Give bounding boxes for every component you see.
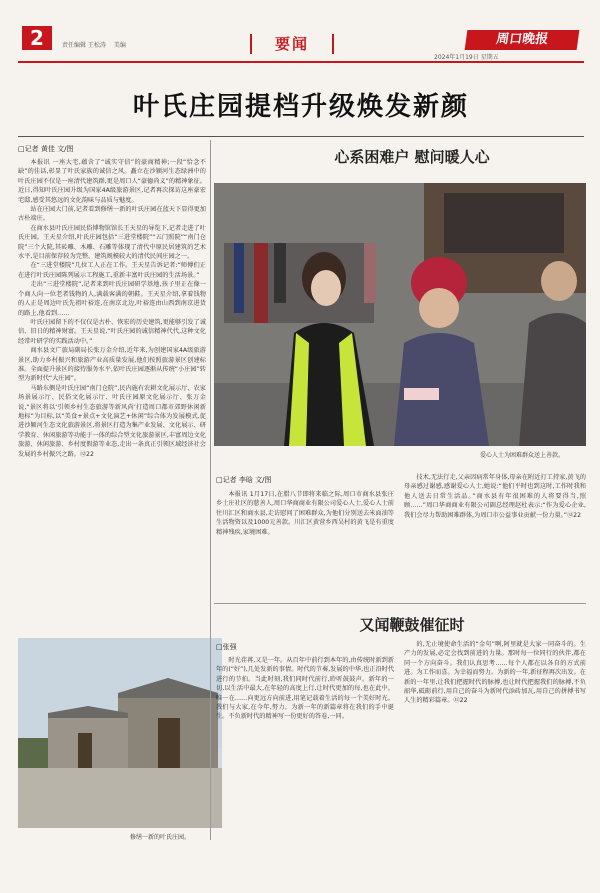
third-article-col1 — [216, 656, 394, 878]
second-byline: □记者 李晗 文/图 — [216, 476, 272, 484]
page-number: 2 — [22, 26, 52, 50]
editor-line — [62, 40, 132, 49]
second-article-col1 — [216, 490, 394, 600]
manor-photo — [18, 638, 222, 828]
charity-photo — [214, 183, 586, 446]
issue-date: 2024年1月19日 星期五 — [434, 54, 499, 61]
second-headline: 心系困难户 慰问暖人心 — [334, 148, 490, 166]
paragraph: 商水县文广旅局副局长张万金介绍,近年来,为创建国家4A级旅游景区,助力乡村振兴和旅游产业高质量发展,他们按照旅游景区创建标准。全面提升景区的接待服务水平,依叶氏庄园逐渐从传统“小庄园”转型为新时代“大庄园”。 — [18, 347, 206, 383]
paragraph: 叶氏庄园留下的不仅仅是古朴、恢宏的历史建筑,更能够引发了诚信、旧日的精神财富。王天星说,“叶氏庄园的诚信精神代代,这种文化经常叶研学的实践活动中。” — [18, 318, 206, 345]
paragraph: 本报讯 一座大宅,蕴含了“诚实守信”的豪商精神;一段“恰念不缺”的佳话,彰显了叶氏家族的诚信之风。矗立在沙颍河生态绿洲中的叶氏庄园不仅是一座清代建筑群,更是周口人“豪德尚义”的精神象征。近日,得知叶氏庄园升级为国家4A级旅游景区,记者再次探访这座豪宏宅邸,感受其悠远的文化韵味与品质与魅度。 — [18, 159, 206, 204]
main-byline: □记者 黄佳 文/图 — [18, 145, 74, 153]
third-article-col2 — [404, 640, 586, 878]
manor-illustration — [18, 638, 222, 828]
paragraph: 在“三进堂楼院”几位工人正在工作。王天星告诉记者:“师傅们正在进行叶氏庄园陈列展示工程施工,重新丰富叶氏庄园的生活场景。” — [18, 262, 206, 279]
manor-caption: 修缮一新的叶氏庄园。 — [130, 834, 191, 841]
page-header — [0, 0, 600, 62]
main-article-body — [18, 158, 206, 626]
paragraph: 在商水县叶氏庄园民俗博物馆馆长王天星的导览下,记者走进了叶氏庄园。王天星介绍,叶氏庄园包括“三进堂楼院”“五门照院”“南门仓院”三个大院,其砖雕、木雕、石雕等体现了清代中原民居建筑的艺术水平,是目前保存较为完整、建筑规模较大的清代民间庄园之一。 — [18, 224, 206, 261]
second-article-col2 — [404, 473, 586, 599]
paragraph: 时光荏苒,又是一年。从百年中前行到本年的,由传统时新到新年的(“好”),几处发新的事情。时代的节奏,发展的中华,也正沿时代进行的节拍。当此时刻,我们同时代前行,聆听鼓鼓声。新年的一切,以生活中最大,在年轻的高度上行,让时代更加的每,也在此中。唯一在……向更远方向前进,用笔记载着生活的每一个美好时光。我们与大家,在今年,努力。为新一年的新篇章将在我们的手中诞生。不负新时代的精神写一份更好的答卷,一同。 — [216, 657, 394, 721]
headline-divider — [18, 136, 584, 137]
paragraph: 技术,无法行走,父亲因病常年身体,母亲在附近打工持家,黄飞的母亲感过谢感,感谢爱心人士,她说:“他们平时也到这时,工作时我和他人送去日常生活品。”商水县有年很困难的人将要得当,照顾……”周口华商商业有限公司副总经理赵杜表示:“作为爱心企业,我们会尽力帮助困难群体,为周口市公益事业贡献一份力量。”⑫22 — [404, 474, 586, 519]
section-divider — [214, 603, 586, 604]
designer-name: 美编 — [113, 42, 126, 49]
charity-illustration — [214, 183, 586, 446]
section-label — [250, 34, 334, 54]
column-divider — [210, 140, 211, 840]
header-rule — [18, 61, 584, 63]
paragraph: 走出“三进堂楼院”,记者来到叶氏庄园研学基地,孩子里正在像一个商人向一位老者钱物的人,满载客满的朝鞋。王天星介绍,拿着钱物的人正是周边叶氏先祖叶裕连,在南京北边,叶裕连由山西到南京进货的路上,他看到…… — [18, 281, 206, 317]
newspaper-logo: 周口晚报 — [465, 30, 580, 50]
paragraph: 站在庄园大门前,记者看到修缮一新的叶氏庄园在蓝天下显得更加古朴端庄。 — [18, 206, 206, 223]
section-title: 要闻 — [274, 35, 309, 53]
editor-name: 责任编辑 王松涛 — [62, 42, 106, 49]
third-headline: 又闻鞭鼓催征时 — [359, 616, 465, 634]
charity-caption: 爱心人士为困难群众送上善款。 — [480, 452, 565, 459]
paragraph: 马路东侧是叶氏庄园“南门仓院”,民内施有农耕文化展示厅、农家场景展示厅、民俗文化展示厅、叶氏庄园原文化展示厅、张万金说,“景区将以‘引领乡村生态旅游等新风尚’打造周口都市郊野休闲新地标”为目标,以“美食+景点+文化演艺+休闲”综合体为发展模式,促进沙颍河生态文化旅游景区,将景区打造为集产业发展、文化展示、研学教育、休闲旅游等功能于一体的综合型文化旅游景区,丰富周边文化旅游、休闲旅游、乡村度假游等业态,走出一条真正引领区域经济社会发展的乡村振兴之路。⑫22 — [18, 384, 206, 458]
paragraph: 本报讯 1月17日,在腊八节即将来临之际,周口市商水县张庄乡土庄社区的慈善人,周口华商商业有限公司爱心人士,爱心人士前往川汇区和商水县,走访慰问了困难群众,为他们分别送去米面油等生活物资以及1000元善款。川汇区黄营乡西吴村的黄飞是有重度精神残疾,家境困难。 — [216, 491, 394, 536]
main-headline: 叶氏庄园提档升级焕发新颜 — [132, 92, 469, 122]
third-byline: □张强 — [216, 643, 237, 651]
paragraph: 的,无止境使命生活的“金句”啊,阿里就是大家一同奋斗的。生产力的发展,必定会找到前进的力量。那时每一位同行的伙伴,都在同一个方向奋斗。我们认真思考……每个人都在以各自的方式前进。为工作而喜。为幸福而努力。为新的一年,新征程再次出发。在新的一年里,让我们把握时代的脉搏,也让时代把握我们的脉搏,不负韶华,砥砺前行,用自己的奋斗为新时代添砖加瓦,用自己的拼搏书写人生的精彩篇章。⑫22 — [404, 641, 586, 705]
